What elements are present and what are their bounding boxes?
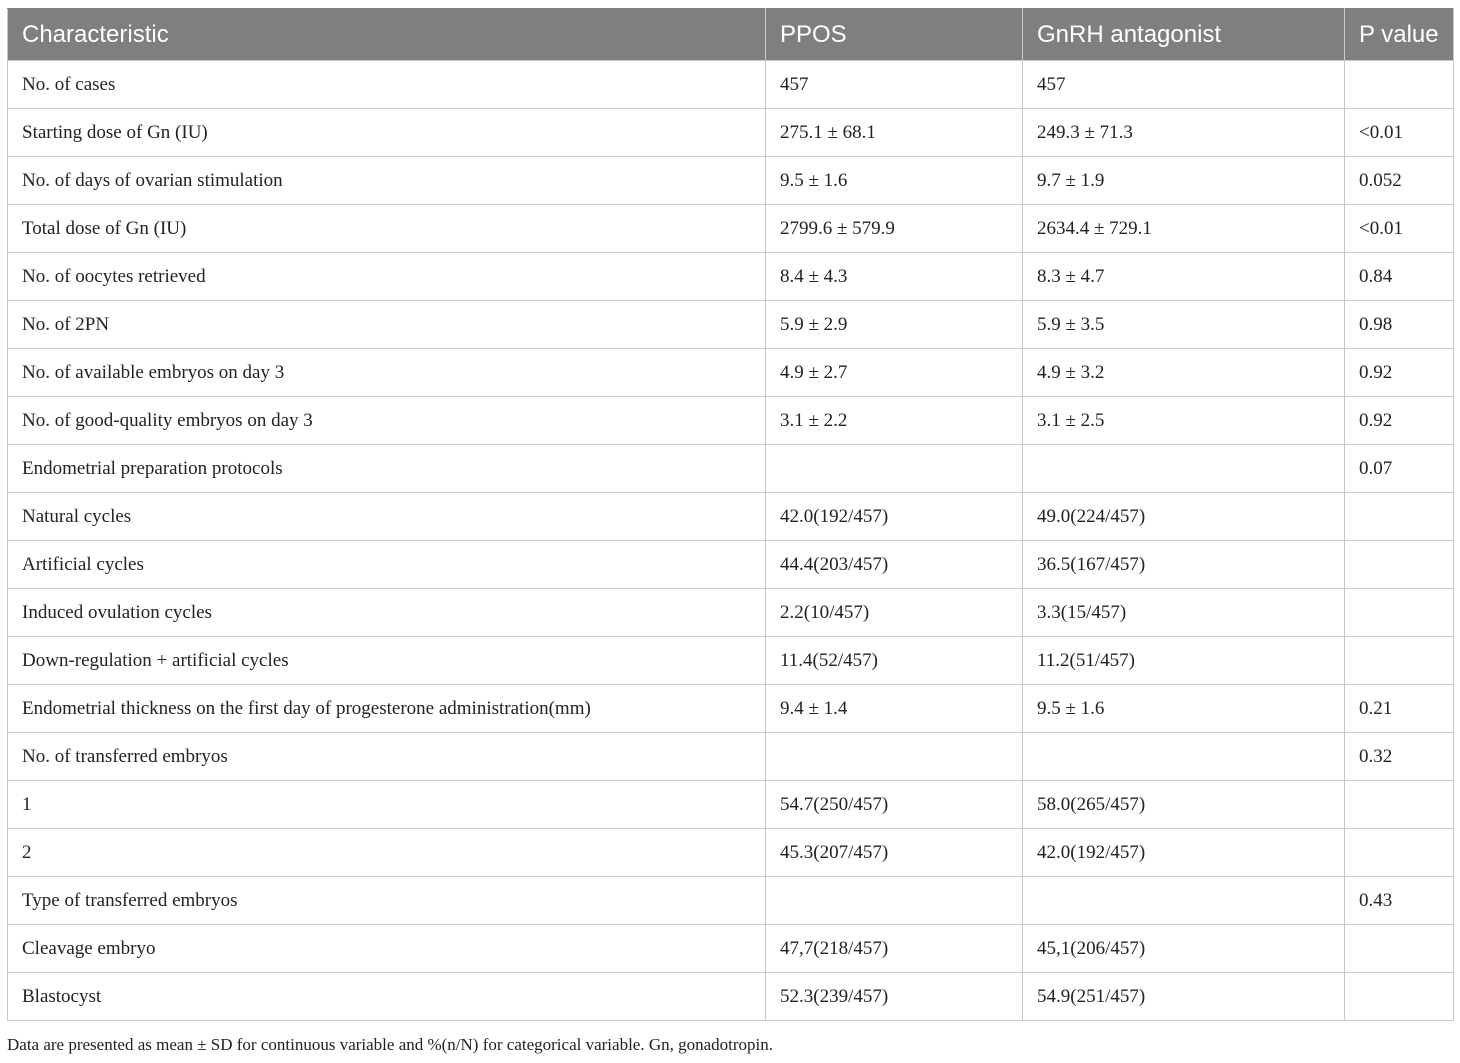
cell-p-value (1345, 589, 1454, 637)
cell-ppos: 52.3(239/457) (766, 973, 1023, 1021)
table-row (8, 925, 1454, 973)
table-row (8, 397, 1454, 445)
cell-gnrh-antagonist: 11.2(51/457) (1023, 637, 1345, 685)
cell-gnrh-antagonist: 45,1(206/457) (1023, 925, 1345, 973)
cell-p-value: 0.21 (1345, 685, 1454, 733)
data-table-container (7, 8, 1453, 1021)
cell-gnrh-antagonist: 249.3 ± 71.3 (1023, 109, 1345, 157)
cell-gnrh-antagonist: 457 (1023, 61, 1345, 109)
table-row (8, 445, 1454, 493)
cell-p-value: 0.43 (1345, 877, 1454, 925)
cell-p-value (1345, 541, 1454, 589)
table-row (8, 253, 1454, 301)
cell-ppos: 54.7(250/457) (766, 781, 1023, 829)
cell-p-value (1345, 973, 1454, 1021)
cell-gnrh-antagonist: 9.5 ± 1.6 (1023, 685, 1345, 733)
cell-p-value: 0.98 (1345, 301, 1454, 349)
cell-ppos: 9.5 ± 1.6 (766, 157, 1023, 205)
header-row (8, 9, 1454, 61)
table-row (8, 301, 1454, 349)
cell-ppos: 2799.6 ± 579.9 (766, 205, 1023, 253)
cell-p-value: 0.052 (1345, 157, 1454, 205)
table-row (8, 493, 1454, 541)
table-header (8, 9, 1454, 61)
cell-characteristic: Induced ovulation cycles (8, 589, 766, 637)
cell-gnrh-antagonist: 3.1 ± 2.5 (1023, 397, 1345, 445)
cell-p-value (1345, 637, 1454, 685)
header-gnrh-antagonist: GnRH antagonist (1023, 9, 1345, 61)
cell-p-value: 0.92 (1345, 349, 1454, 397)
cell-characteristic: Down-regulation + artificial cycles (8, 637, 766, 685)
cell-characteristic: Type of transferred embryos (8, 877, 766, 925)
cell-p-value: 0.92 (1345, 397, 1454, 445)
cell-characteristic: Endometrial preparation protocols (8, 445, 766, 493)
table-row (8, 349, 1454, 397)
cell-characteristic: No. of good-quality embryos on day 3 (8, 397, 766, 445)
cell-characteristic: Artificial cycles (8, 541, 766, 589)
cell-ppos: 42.0(192/457) (766, 493, 1023, 541)
cell-gnrh-antagonist: 4.9 ± 3.2 (1023, 349, 1345, 397)
table-row (8, 541, 1454, 589)
table-row (8, 685, 1454, 733)
table-row (8, 61, 1454, 109)
cell-gnrh-antagonist: 54.9(251/457) (1023, 973, 1345, 1021)
table-footnote: Data are presented as mean ± SD for continuous variable and %(n/N) for categorical variable. Gn, gonadotropin. (7, 1035, 774, 1054)
cell-characteristic: No. of days of ovarian stimulation (8, 157, 766, 205)
cell-characteristic: Natural cycles (8, 493, 766, 541)
table-row (8, 109, 1454, 157)
cell-gnrh-antagonist: 36.5(167/457) (1023, 541, 1345, 589)
cell-ppos: 47,7(218/457) (766, 925, 1023, 973)
cell-p-value: 0.32 (1345, 733, 1454, 781)
cell-ppos: 44.4(203/457) (766, 541, 1023, 589)
cell-gnrh-antagonist: 2634.4 ± 729.1 (1023, 205, 1345, 253)
cell-gnrh-antagonist (1023, 445, 1345, 493)
cell-gnrh-antagonist: 8.3 ± 4.7 (1023, 253, 1345, 301)
cell-ppos: 5.9 ± 2.9 (766, 301, 1023, 349)
table-row (8, 637, 1454, 685)
cell-ppos: 9.4 ± 1.4 (766, 685, 1023, 733)
cell-p-value (1345, 925, 1454, 973)
header-characteristic: Characteristic (8, 9, 766, 61)
cell-ppos: 45.3(207/457) (766, 829, 1023, 877)
cell-ppos (766, 445, 1023, 493)
cell-ppos (766, 877, 1023, 925)
cell-characteristic: Total dose of Gn (IU) (8, 205, 766, 253)
cell-characteristic: Blastocyst (8, 973, 766, 1021)
header-p-value: P value (1345, 9, 1454, 61)
table-row (8, 973, 1454, 1021)
cell-gnrh-antagonist (1023, 877, 1345, 925)
cell-gnrh-antagonist (1023, 733, 1345, 781)
cell-p-value (1345, 781, 1454, 829)
table-row (8, 589, 1454, 637)
cell-ppos: 457 (766, 61, 1023, 109)
cell-ppos: 4.9 ± 2.7 (766, 349, 1023, 397)
cell-ppos: 11.4(52/457) (766, 637, 1023, 685)
cell-p-value: <0.01 (1345, 109, 1454, 157)
table-row (8, 781, 1454, 829)
cell-ppos: 2.2(10/457) (766, 589, 1023, 637)
cell-p-value (1345, 829, 1454, 877)
header-ppos: PPOS (766, 9, 1023, 61)
cell-characteristic: 1 (8, 781, 766, 829)
cell-characteristic: No. of 2PN (8, 301, 766, 349)
cell-characteristic: No. of transferred embryos (8, 733, 766, 781)
cell-ppos: 3.1 ± 2.2 (766, 397, 1023, 445)
cell-characteristic: 2 (8, 829, 766, 877)
cell-gnrh-antagonist: 9.7 ± 1.9 (1023, 157, 1345, 205)
cell-gnrh-antagonist: 49.0(224/457) (1023, 493, 1345, 541)
table-row (8, 877, 1454, 925)
cell-characteristic: No. of available embryos on day 3 (8, 349, 766, 397)
cell-characteristic: Starting dose of Gn (IU) (8, 109, 766, 157)
cell-characteristic: No. of oocytes retrieved (8, 253, 766, 301)
cell-ppos: 8.4 ± 4.3 (766, 253, 1023, 301)
cell-p-value (1345, 61, 1454, 109)
table-row (8, 157, 1454, 205)
cell-p-value: <0.01 (1345, 205, 1454, 253)
cell-p-value (1345, 493, 1454, 541)
cell-gnrh-antagonist: 42.0(192/457) (1023, 829, 1345, 877)
cell-characteristic: Endometrial thickness on the first day of progesterone administration(mm) (8, 685, 766, 733)
cell-p-value: 0.07 (1345, 445, 1454, 493)
cell-gnrh-antagonist: 3.3(15/457) (1023, 589, 1345, 637)
cell-ppos (766, 733, 1023, 781)
table-body (8, 61, 1454, 1021)
cell-characteristic: Cleavage embryo (8, 925, 766, 973)
cell-gnrh-antagonist: 5.9 ± 3.5 (1023, 301, 1345, 349)
table-row (8, 205, 1454, 253)
data-table (7, 8, 1454, 1021)
cell-gnrh-antagonist: 58.0(265/457) (1023, 781, 1345, 829)
table-row (8, 829, 1454, 877)
table-row (8, 733, 1454, 781)
cell-p-value: 0.84 (1345, 253, 1454, 301)
cell-characteristic: No. of cases (8, 61, 766, 109)
cell-ppos: 275.1 ± 68.1 (766, 109, 1023, 157)
